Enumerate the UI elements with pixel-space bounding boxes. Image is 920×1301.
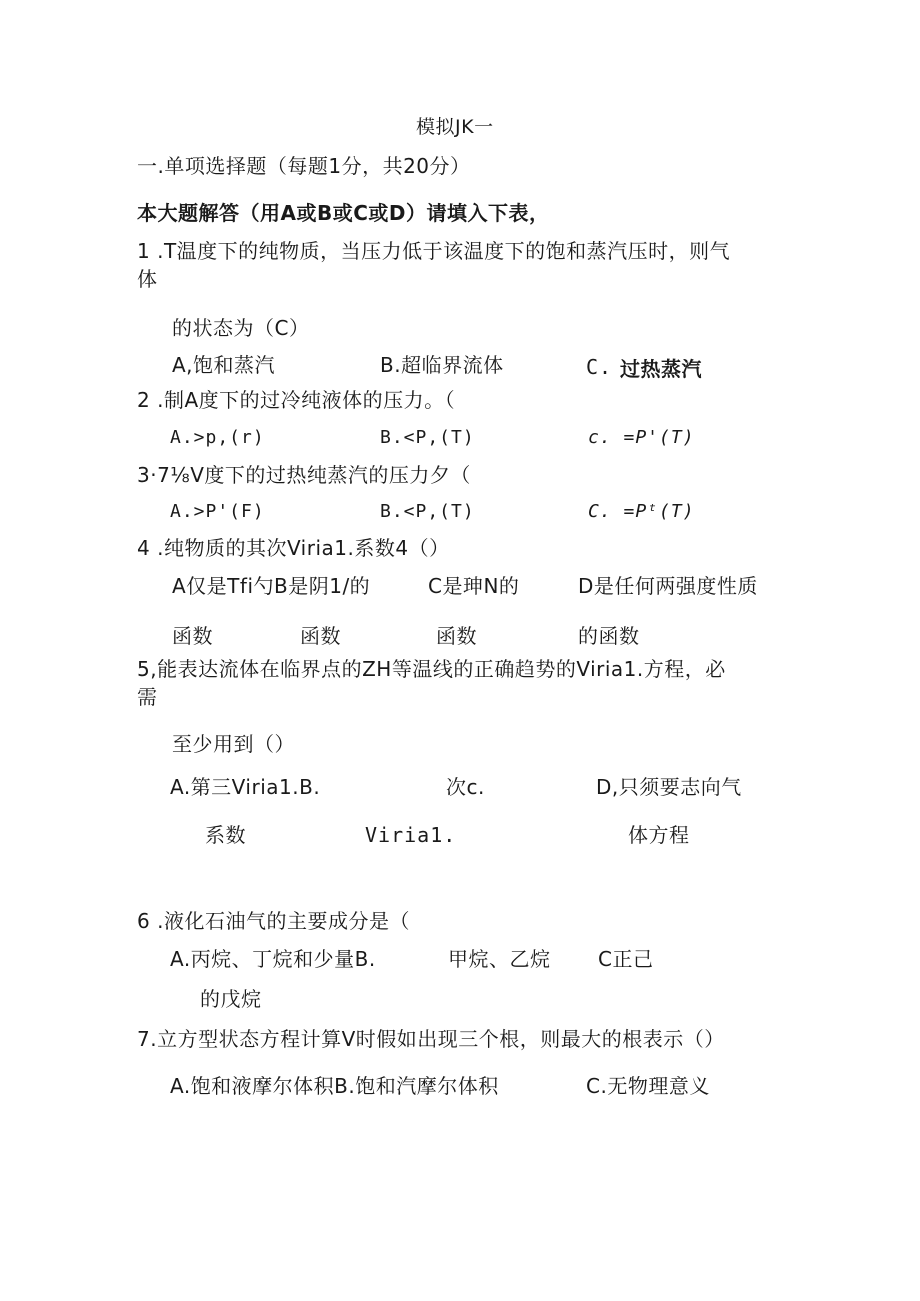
question-2-option-c: c. =P'(T) (588, 427, 695, 448)
question-4-option-ab: A仅是Tfi勺B是阴1/的 (172, 574, 371, 598)
question-4-text: 4 .纯物质的其次Viria1.系数4（） (137, 536, 450, 560)
question-6-option-b: 甲烷、乙烷 (448, 947, 551, 971)
question-1-option-a: A,饱和蒸汽 (172, 353, 276, 377)
question-2-option-a: A.>p,(r) (170, 427, 265, 448)
question-5-option-c: 次c. (446, 775, 485, 799)
question-2-text: 2 .制A度下的过冷纯液体的压力。（ (137, 388, 456, 412)
question-3-option-c: C. =Pᵗ(T) (588, 501, 695, 522)
question-1-option-c-letter: C. (586, 355, 613, 379)
question-1-text: 1 .T温度下的纯物质，当压力低于该温度下的饱和蒸汽压时，则气 (137, 239, 731, 263)
question-6-option-a-cont: 的戊烷 (200, 987, 262, 1011)
instruction-text: 本大题解答（用A或B或C或D）请填入下表， (137, 201, 550, 225)
question-4-option-a-cont: 函数 (172, 624, 213, 648)
question-4-option-c-cont: 函数 (436, 624, 477, 648)
question-6-text: 6 .液化石油气的主要成分是（ (137, 909, 410, 933)
section-heading: 一.单项选择题（每题1分，共20分） (137, 154, 471, 178)
question-7-option-ab: A.饱和液摩尔体积B.饱和汽摩尔体积 (170, 1074, 499, 1098)
question-4-option-d-cont: 的函数 (578, 624, 640, 648)
question-1-option-b: B.超临界流体 (380, 353, 504, 377)
question-1-text-cont2: 的状态为（C） (172, 316, 310, 340)
question-1-option-c: 过热蒸汽 (620, 357, 702, 381)
question-5-option-a-cont: 系数 (205, 823, 246, 847)
question-5-option-a: A.第三Viria1.B. (170, 775, 321, 799)
question-2-option-b: B.<P,(T) (380, 427, 475, 448)
question-7-option-c: C.无物理意义 (586, 1074, 710, 1098)
question-5-option-b-cont: Viria1. (365, 823, 457, 847)
question-5-text-cont2: 至少用到（） (172, 732, 295, 756)
question-4-option-b-cont: 函数 (300, 624, 341, 648)
question-5-text-cont: 需 (137, 685, 158, 709)
question-1-text-cont: 体 (137, 267, 158, 291)
page-title: 模拟JK一 (416, 116, 494, 138)
question-5-text: 5,能表达流体在临界点的ZH等温线的正确趋势的Viria1.方程，必 (137, 657, 726, 681)
question-5-option-d-cont: 体方程 (628, 823, 690, 847)
question-3-option-b: B.<P,(T) (380, 501, 475, 522)
question-3-text: 3·7⅛V度下的过热纯蒸汽的压力夕（ (137, 463, 471, 487)
question-3-option-a: A.>P'(F) (170, 501, 265, 522)
question-6-option-c: C正己 (598, 947, 654, 971)
question-4-option-d: D是任何两强度性质 (578, 574, 758, 598)
question-5-option-d: D,只须要志向气 (596, 775, 742, 799)
question-4-option-c: C是珅N的 (428, 574, 520, 598)
question-6-option-a: A.丙烷、丁烷和少量B. (170, 947, 376, 971)
question-7-text: 7.立方型状态方程计算V时假如出现三个根，则最大的根表示（） (137, 1027, 725, 1051)
